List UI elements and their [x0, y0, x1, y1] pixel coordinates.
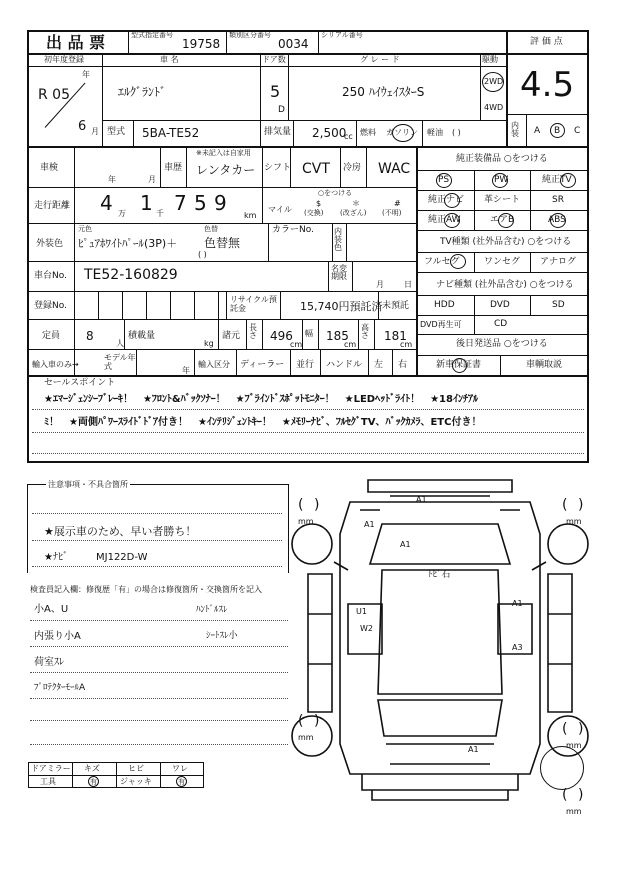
- height-value: 181: [384, 329, 407, 343]
- equipment-tv-circle: [560, 173, 576, 188]
- mm-rr: mm: [566, 741, 582, 750]
- inspection-tsuki: 月: [148, 175, 156, 184]
- color-repaint-label: 色替: [204, 225, 218, 233]
- bracket-fr-close: ): [578, 497, 584, 513]
- height-label: 高さ: [361, 323, 369, 340]
- inspector-row1b: ﾊﾝﾄﾞﾙｽﾚ: [196, 605, 228, 615]
- diag-label-a1-hood-left: A1: [364, 520, 375, 529]
- bracket-fl-close: ): [314, 497, 320, 513]
- equipment-ps-circle: [436, 173, 452, 188]
- mileage-label: 走行距離: [34, 201, 71, 211]
- grade-value: 250 ﾊｲｳｪｲｽﾀｰS: [342, 85, 425, 99]
- doors-label: ドア数: [262, 55, 286, 64]
- equipment-aw-circle: [444, 213, 460, 228]
- engine-paren: ( ): [452, 128, 461, 137]
- interior-a: A: [534, 126, 541, 136]
- interior-label: 内装: [511, 121, 519, 138]
- rear-bumper-lower: [372, 790, 508, 800]
- chassis-label: 車台No.: [34, 271, 67, 281]
- reg-year-tsuki: 月: [91, 127, 99, 136]
- inspection-nen: 年: [108, 175, 116, 184]
- notes-title: 注意事項・不具合箇所: [48, 480, 128, 489]
- diag-label-w2: W2: [360, 624, 373, 633]
- model-label: 型式: [107, 127, 126, 137]
- color-repaint-value: 色替無: [204, 236, 241, 250]
- mileage-d2: 1: [140, 191, 153, 215]
- tv-oneseg: ワンセグ: [484, 257, 521, 267]
- equipment-title: 純正装備品 ○をつける: [456, 154, 548, 164]
- diag-label-a1-rear: A1: [468, 745, 479, 754]
- recycle-label: リサイクル預託金: [230, 295, 277, 314]
- sheet-title: 出 品 票: [46, 33, 106, 52]
- tv-title: TV種類 (社外品含む) ○をつける: [440, 237, 572, 247]
- mm-fl: mm: [298, 517, 314, 526]
- capacity-unit: 人: [116, 339, 124, 348]
- legend-scratch: キズ: [84, 764, 100, 773]
- grade-label: グ レ ー ド: [360, 55, 400, 64]
- mileage-dollar: $: [316, 199, 322, 208]
- mileage-man: 万: [118, 209, 126, 218]
- interior-c: C: [574, 126, 581, 136]
- nav-dvd-play: DVD再生可: [420, 320, 462, 329]
- equipment-navi: 純正ナビ: [428, 195, 465, 205]
- light-oil-label: 軽油: [427, 128, 443, 137]
- notes-line2a: ★ﾅﾋﾞ: [44, 552, 68, 563]
- inspector-row3a: 荷室ｽﾚ: [34, 657, 64, 668]
- later-docs-warranty: 新車保証書: [436, 360, 482, 370]
- later-docs-warranty-circle: [452, 358, 467, 373]
- later-docs-manual: 車輌取説: [526, 360, 563, 370]
- tv-fullseg-circle: [450, 254, 466, 269]
- diag-label-a1-windshield: A1: [400, 540, 411, 549]
- mileage-star: ＊: [352, 199, 360, 208]
- height-unit: cm: [400, 340, 413, 349]
- spec-label: 諸元: [222, 331, 241, 341]
- length-unit: cm: [290, 340, 303, 349]
- equipment-ps: PS: [438, 175, 450, 185]
- equipment-airbag-circle: [498, 213, 514, 228]
- engine-unit: cc: [344, 132, 353, 141]
- fuel-label: 燃料: [360, 128, 376, 137]
- sales-line2: ﾐ！ ★両側ﾊﾟﾜｰｽﾗｲﾄﾞﾄﾞｱ付き！ ★ｲﾝﾃﾘｼﾞｪﾝﾄｷｰ！ ★ﾒﾓﾘｰﾅﾋﾞ、ﾌﾙｾｸﾞTV、ﾊﾞｯｸｶﾒﾗ、ETC付き！: [44, 417, 482, 428]
- bracket-rl-close: ): [314, 713, 320, 729]
- tv-analog: アナログ: [540, 257, 577, 267]
- recycle-value: 15,740円預託済: [300, 300, 383, 313]
- aircon-label: 冷房: [343, 163, 362, 173]
- registration-label: 登録No.: [34, 301, 67, 311]
- wheel-fr: [548, 524, 588, 564]
- expiry-label: 名変期限: [331, 264, 347, 281]
- equipment-airbag: エアB: [490, 215, 515, 225]
- inspector-title: 検査員記入欄：修復歴「有」の場合は修復箇所・交換箇所を記入: [30, 585, 262, 594]
- nav-cd: CD: [494, 319, 508, 329]
- import-category-label: 輸入区分: [198, 360, 230, 369]
- bracket-spare-close: ): [578, 787, 584, 803]
- mileage-d4: 5: [194, 191, 207, 215]
- sales-label: セールスポイント: [44, 378, 116, 388]
- equipment-pw: PW: [494, 175, 509, 185]
- nav-sd: SD: [552, 300, 565, 310]
- inspector-row2a: 内張り小A: [34, 631, 81, 642]
- serial-label: シリアル番号: [321, 31, 363, 39]
- inspector-row2b: ｼｰﾄｽﾚ小: [206, 631, 238, 641]
- import-parallel: 並行: [296, 360, 315, 370]
- bracket-spare-open: (: [562, 787, 568, 803]
- model-year-label: モデル年式: [104, 353, 136, 372]
- rear-bumper: [362, 774, 518, 790]
- score-label: 評 価 点: [530, 37, 563, 47]
- nav-title: ナビ種類 (社外品含む) ○をつける: [436, 280, 574, 290]
- class-label: 類別区分番号: [229, 31, 271, 39]
- history-note: ※未記入は自家用: [196, 149, 251, 157]
- equipment-abs-circle: [550, 213, 566, 228]
- model-value: 5BA-TE52: [142, 126, 200, 140]
- equipment-leather: 革シート: [484, 195, 521, 205]
- mileage-mile: マイル: [268, 205, 292, 214]
- doors-sub: D: [278, 105, 285, 115]
- equipment-tv: 純正TV: [542, 175, 572, 185]
- legend-break: ワレ: [172, 764, 188, 773]
- windshield: [370, 524, 510, 564]
- inspector-row4a: ﾌﾟﾛﾃｸﾀｰﾓｰﾙA: [34, 683, 86, 693]
- diag-label-a1-front: A1: [416, 495, 427, 504]
- left-side: [308, 574, 332, 712]
- drive-4wd: 4WD: [484, 103, 504, 112]
- width-unit: cm: [344, 340, 357, 349]
- color-label: 外装色: [36, 239, 64, 249]
- mileage-type-note: ○をつける: [318, 189, 353, 197]
- mileage-unknown: (不明): [382, 209, 402, 217]
- drive-2wd: 2WD: [484, 77, 504, 86]
- color-no-label: カラーNo.: [272, 225, 314, 235]
- class-value: 0034: [278, 37, 309, 51]
- body-outline: [340, 502, 540, 774]
- color-paren: ( ): [198, 250, 207, 259]
- reg-year-month: 6: [78, 119, 87, 134]
- legend-jack-yes: 有: [178, 778, 185, 786]
- width-label: 幅: [305, 329, 313, 338]
- drive-label: 駆動: [482, 55, 498, 64]
- width-value: 185: [326, 329, 349, 343]
- bracket-fl-open: (: [298, 497, 304, 513]
- history-label: 車歴: [164, 163, 183, 173]
- bracket-rr-close: ): [578, 721, 584, 737]
- recycle-unpaid: 未預託: [382, 301, 410, 311]
- inspection-label: 車検: [40, 163, 59, 173]
- expiry-tsuki: 月: [376, 280, 384, 289]
- color-orig-label: 元色: [78, 225, 92, 233]
- mileage-exchange: (交換): [304, 209, 324, 217]
- score-value: 4.5: [520, 65, 575, 105]
- fuel-value: ガソリン: [386, 128, 418, 137]
- color-orig-value: ﾋﾟｭｱﾎﾜｲﾄﾊﾟｰﾙ(3P)＋: [78, 237, 178, 250]
- equipment-aw: 純正AW: [428, 215, 461, 225]
- legend-mirror: ドアミラー: [31, 764, 71, 773]
- right-side: [548, 574, 572, 712]
- wheel-fl: [292, 524, 332, 564]
- capacity-label: 定員: [42, 331, 61, 341]
- legend-tool-yes: 有: [90, 778, 97, 786]
- reg-year-nen: 年: [82, 70, 90, 79]
- expiry-nichi: 日: [404, 280, 412, 289]
- mm-fr: mm: [566, 517, 582, 526]
- inspector-row1a: 小A、U: [34, 604, 69, 615]
- engine-label: 排気量: [264, 127, 292, 137]
- load-unit: kg: [204, 339, 214, 348]
- diag-label-chip: ﾄﾋﾞ石: [428, 570, 451, 580]
- nav-dvd: DVD: [490, 300, 510, 310]
- bracket-rl-open: (: [298, 713, 304, 729]
- shift-value: CVT: [302, 161, 330, 177]
- vehicle-name-value: ｴﾙｸﾞﾗﾝﾄﾞ: [118, 85, 167, 99]
- diag-label-u1: U1: [356, 607, 367, 616]
- interior-color-label: 内装色: [334, 227, 342, 252]
- type-cert-value: 19758: [182, 37, 221, 51]
- bracket-fr-open: (: [562, 497, 568, 513]
- import-nen: 年: [182, 366, 190, 375]
- type-cert-label: 型式指定番号: [131, 31, 173, 39]
- mileage-hash: #: [394, 199, 401, 208]
- equipment-navi-circle: [444, 193, 460, 208]
- chassis-value: TE52-160829: [84, 267, 178, 283]
- legend-tool: 工具: [40, 777, 56, 786]
- mileage-d5: 9: [214, 191, 227, 215]
- mileage-d3: 7: [174, 191, 187, 215]
- mm-spare: mm: [566, 807, 582, 816]
- equipment-sr: SR: [552, 195, 564, 205]
- vehicle-name-label: 車 名: [160, 55, 179, 64]
- mileage-modified: (改ざん): [340, 209, 367, 217]
- equipment-pw-circle: [492, 173, 508, 188]
- mileage-d1: 4: [100, 191, 113, 215]
- legend-jack: ジャッキ: [120, 777, 152, 786]
- mm-rl: mm: [298, 733, 314, 742]
- tv-fullseg: フルセグ: [424, 257, 460, 267]
- spare-wheel: [540, 746, 584, 790]
- bracket-rr-open: (: [562, 721, 568, 737]
- interior-b: B: [554, 126, 561, 136]
- reg-year-label: 初年度登録: [44, 55, 84, 64]
- diag-label-a1-right: A1: [512, 599, 523, 608]
- load-label: 積載量: [128, 331, 156, 341]
- capacity-value: 8: [86, 329, 94, 343]
- handle-right: 右: [398, 360, 408, 370]
- handle-label: ハンドル: [326, 360, 363, 370]
- engine-value: 2,500: [312, 126, 347, 140]
- shift-label: シフト: [264, 163, 292, 173]
- import-dealer: ディーラー: [240, 360, 285, 370]
- length-label: 長さ: [249, 323, 257, 340]
- aircon-value: WAC: [378, 161, 411, 177]
- import-label: 輸入車のみ→: [32, 360, 79, 369]
- doors-value: 5: [270, 82, 281, 101]
- legend-crack: ヒビ: [128, 764, 144, 773]
- notes-line2b: MJ122D-W: [96, 552, 148, 563]
- mileage-unit: km: [244, 211, 257, 220]
- front-bumper: [368, 480, 512, 492]
- equipment-abs: ABS: [548, 215, 566, 225]
- rear-window: [378, 700, 502, 736]
- mileage-sen: 千: [156, 209, 164, 218]
- nav-hdd: HDD: [434, 300, 455, 310]
- sales-line1: ★ｴﾏｰｼﾞｪﾝｼｰﾌﾞﾚｰｷ！ ★ﾌﾛﾝﾄ&ﾊﾞｯｸｿﾅｰ！ ★ﾌﾞﾗｲﾝﾄﾞｽﾎﾟｯﾄﾓﾆﾀｰ！ ★LEDﾍｯﾄﾞﾗｲﾄ！ ★18ｲﾝﾁｱﾙ: [44, 394, 478, 405]
- length-value: 496: [270, 329, 293, 343]
- reg-year-era: R 05: [38, 87, 70, 103]
- diag-label-a3: A3: [512, 643, 523, 652]
- roof: [378, 570, 502, 694]
- notes-line1: ★展示車のため、早い者勝ち！: [44, 525, 197, 538]
- history-value: レンタカー: [196, 163, 256, 177]
- later-docs-title: 後日発送品 ○をつける: [456, 339, 548, 349]
- handle-left: 左: [374, 360, 384, 370]
